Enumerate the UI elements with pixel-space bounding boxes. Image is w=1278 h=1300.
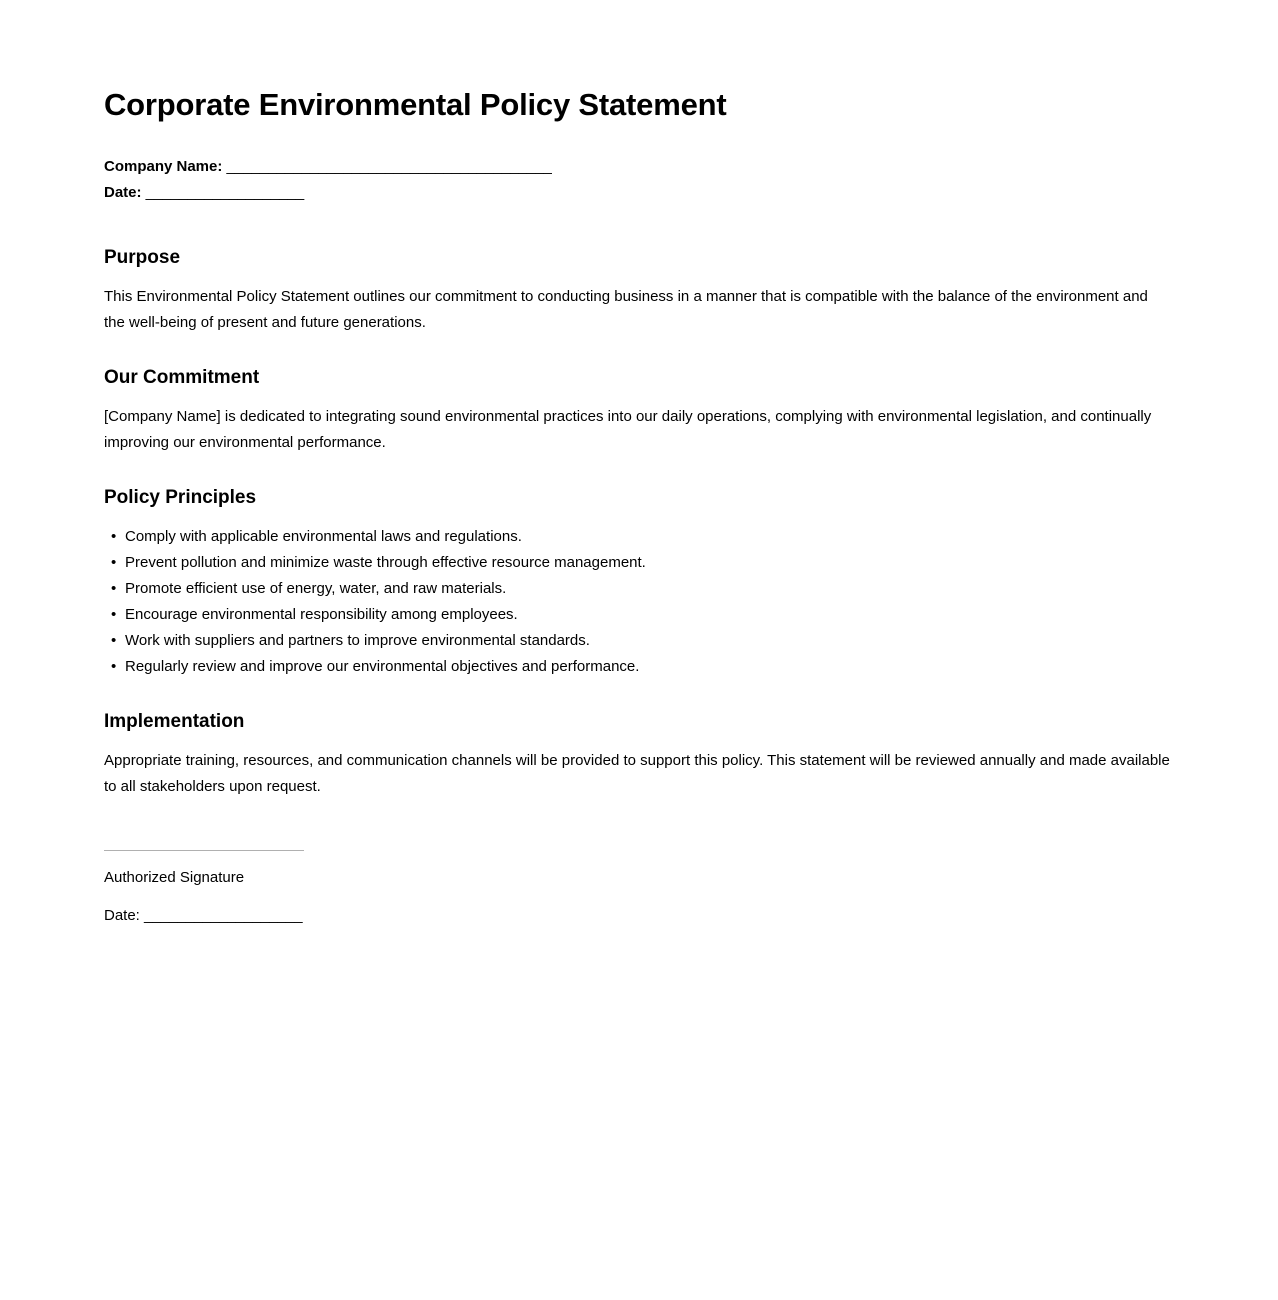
section-heading-purpose: Purpose [104, 247, 181, 268]
document-meta-fields [104, 154, 1172, 206]
company-name-input-line[interactable]: _______________________________________ [222, 158, 552, 175]
signature-caption: Authorized Signature [104, 869, 245, 886]
signature-date-input-line[interactable]: ___________________ [139, 907, 303, 924]
list-item: • Encourage environmental responsibility among employees. [104, 602, 1172, 628]
date-label: Date: [104, 184, 142, 201]
section-heading-our-commitment: Our Commitment [104, 367, 260, 388]
section-policy-principles [104, 486, 1172, 680]
section-body-purpose: This Environmental Policy Statement outlines our commitment to conducting business in a manner that is compatible with the balance of the environment and the well-being of present and future generations. [104, 288, 1148, 331]
signature-block [104, 850, 1172, 929]
date-field-row [104, 180, 1172, 206]
section-purpose [104, 246, 1172, 336]
section-implementation [104, 710, 1172, 800]
date-input-line[interactable]: ___________________ [141, 184, 305, 201]
list-item: • Regularly review and improve our environmental objectives and performance. [104, 654, 1172, 680]
list-item: • Prevent pollution and minimize waste through effective resource management. [104, 550, 1172, 576]
policy-principles-list [104, 524, 1172, 680]
section-heading-policy-principles: Policy Principles [104, 487, 257, 508]
signature-date-label: Date: [104, 907, 140, 924]
list-item: • Comply with applicable environmental laws and regulations. [104, 524, 1172, 550]
list-item: • Work with suppliers and partners to improve environmental standards. [104, 628, 1172, 654]
section-our-commitment [104, 366, 1172, 456]
signature-date-row [104, 903, 1172, 929]
page-title: Corporate Environmental Policy Statement [104, 87, 727, 122]
section-heading-implementation: Implementation [104, 711, 245, 732]
signature-line[interactable] [104, 850, 304, 851]
section-body-our-commitment: [Company Name] is dedicated to integrating sound environmental practices into our daily operations, complying with environmental legislation, and continually improving our environmental performance. [104, 408, 1152, 451]
list-item: • Promote efficient use of energy, water, and raw materials. [104, 576, 1172, 602]
section-body-implementation: Appropriate training, resources, and communication channels will be provided to support this policy. This statement will be reviewed annually and made available to all stakeholders upon request. [104, 752, 1170, 795]
company-name-field-row [104, 154, 1172, 180]
company-name-label: Company Name: [104, 158, 223, 175]
